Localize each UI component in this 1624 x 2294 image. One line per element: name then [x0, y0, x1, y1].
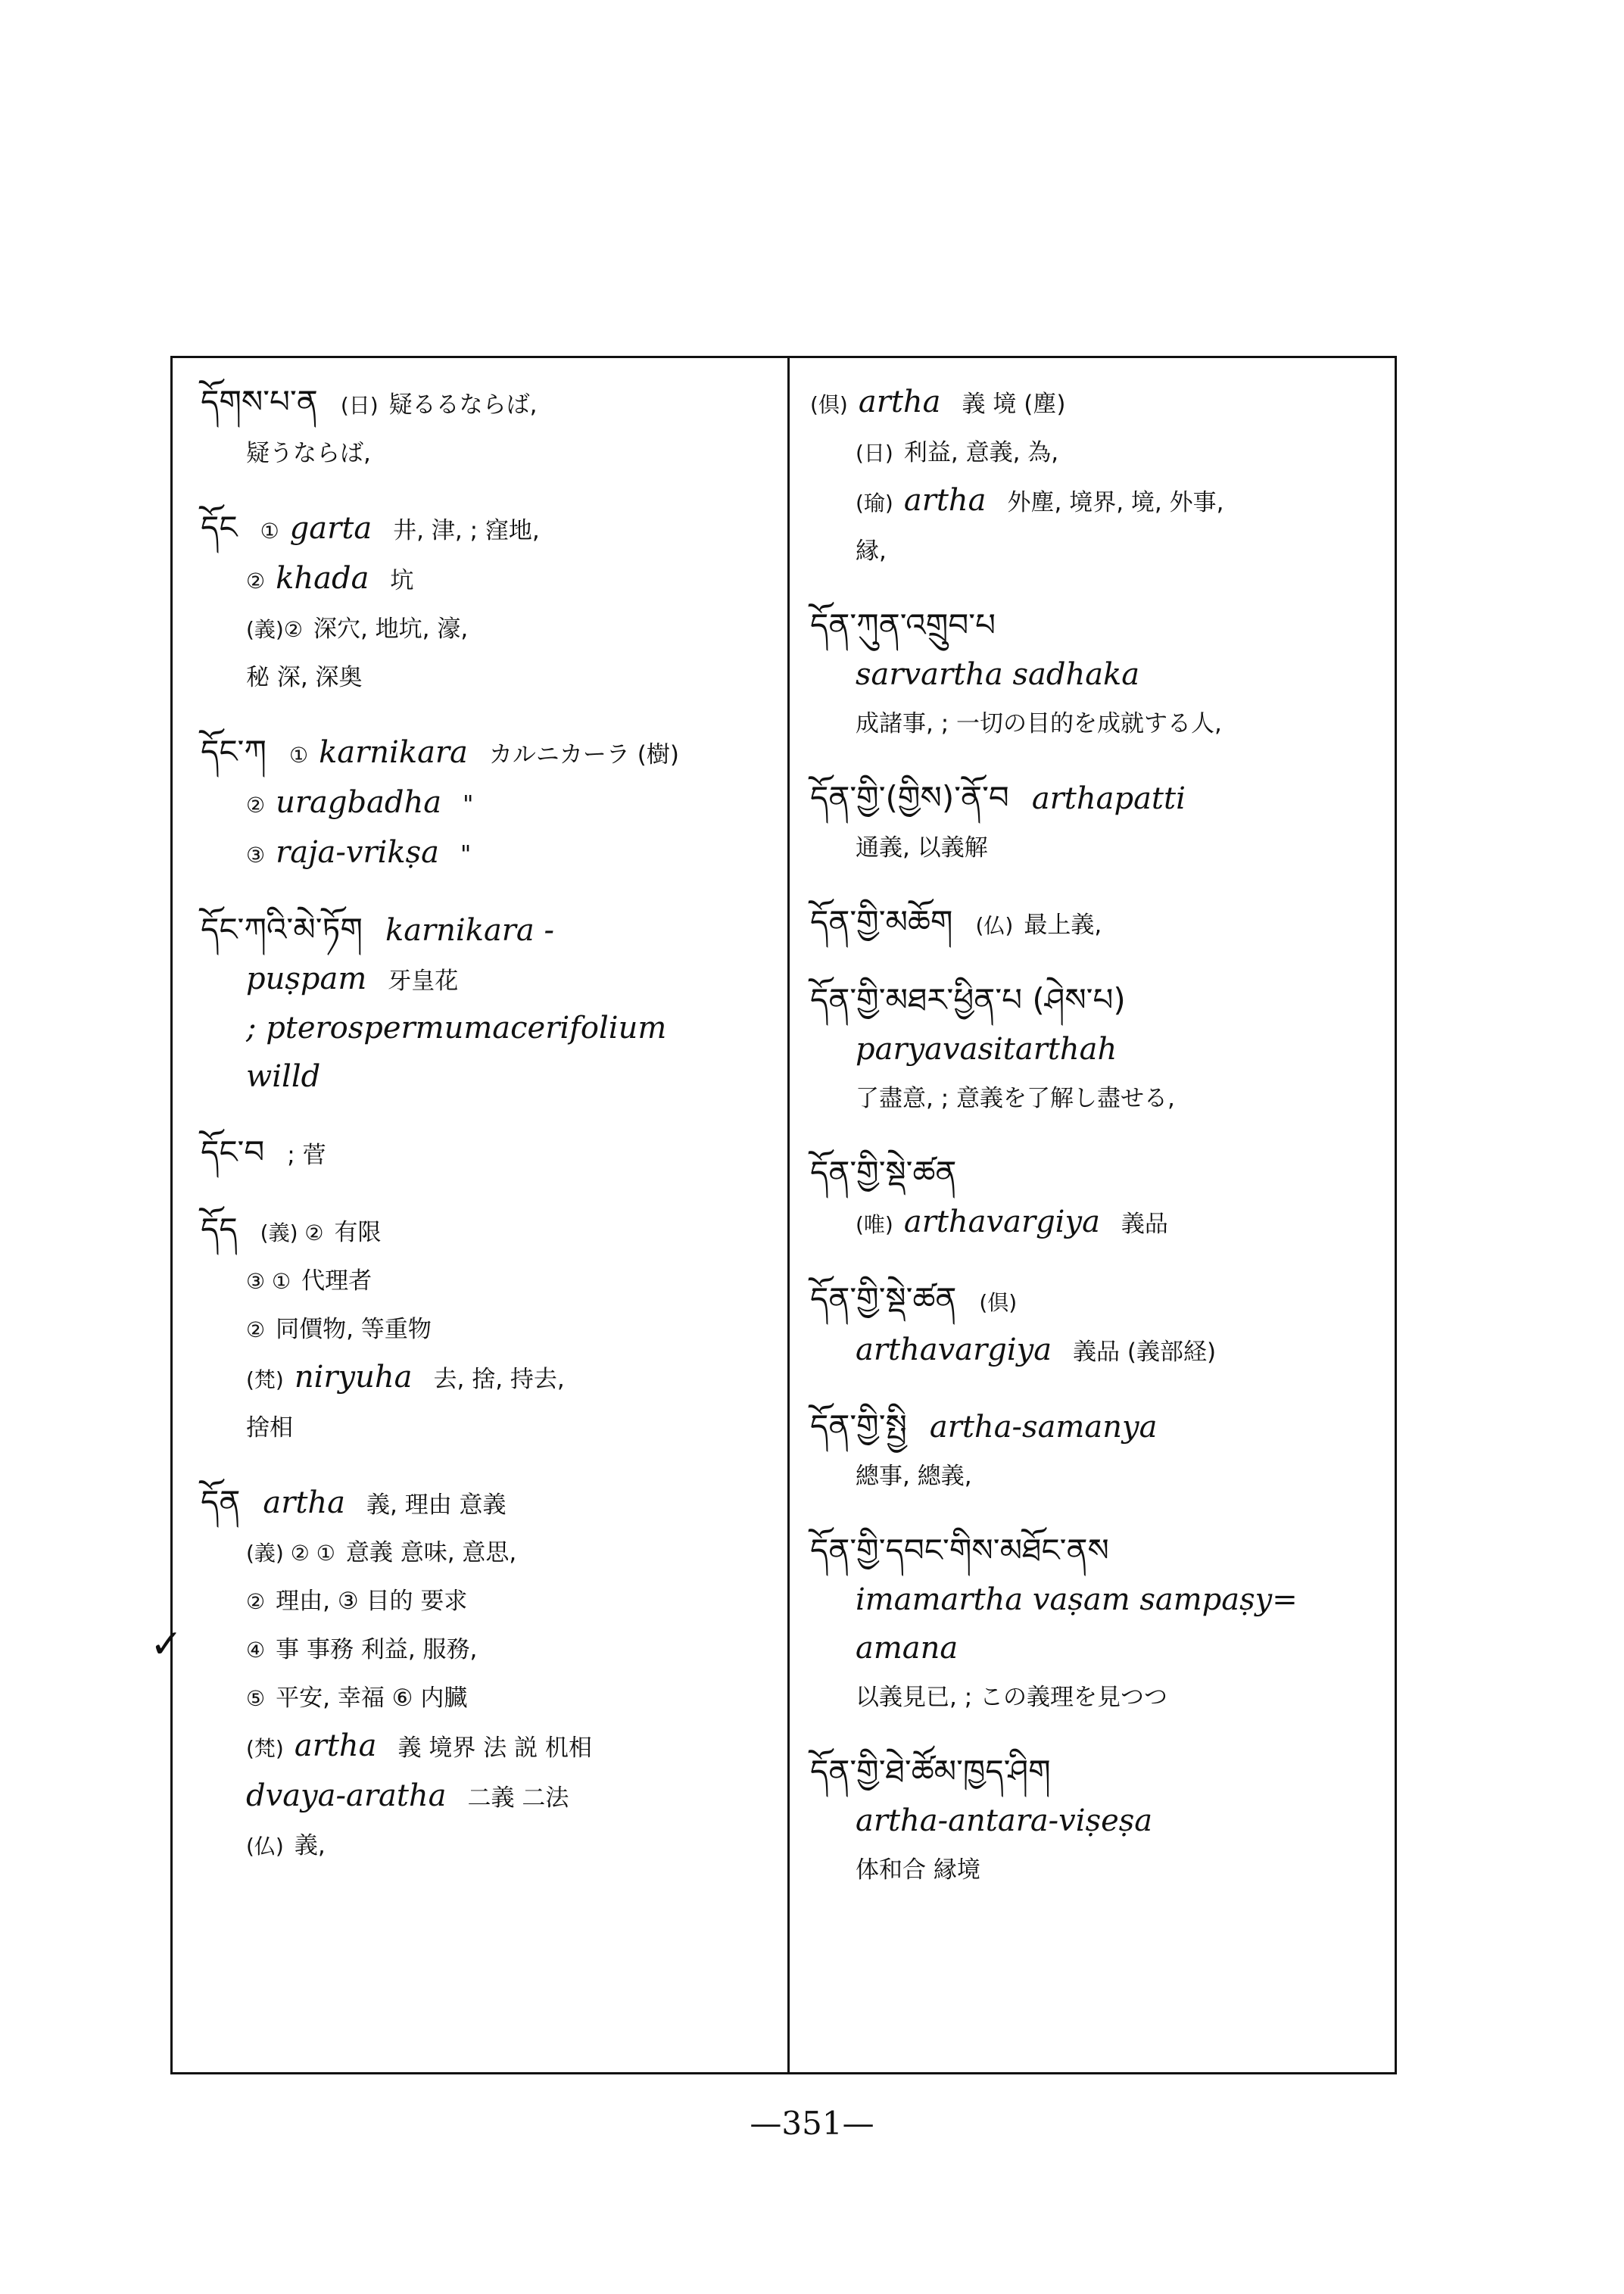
japanese-gloss: 利益, 意義, 為, — [903, 439, 1059, 466]
entry-line — [810, 1403, 1386, 1452]
entry-line — [810, 1149, 1386, 1198]
tibetan-headword: དོང་བ — [201, 1133, 265, 1170]
entry-line — [810, 1748, 1386, 1797]
entry-line — [201, 1625, 776, 1674]
sanskrit-term: dvaya-aratha — [246, 1778, 447, 1813]
entry-line — [201, 504, 776, 555]
tibetan-headword: དོགས་པ་ན — [201, 383, 318, 420]
sanskrit-term: ; pterospermumacerifolium — [246, 1011, 667, 1046]
entry-line — [810, 1846, 1386, 1893]
dictionary-entry — [810, 602, 1386, 747]
right-column — [810, 379, 1386, 1921]
entry-line — [201, 555, 776, 605]
sanskrit-term: karnikara - — [385, 913, 554, 948]
sanskrit-term: niryuha — [294, 1360, 413, 1395]
entry-line — [201, 1404, 776, 1451]
japanese-gloss: 了盡意, ; 意義を了解し盡せる, — [856, 1085, 1175, 1112]
entry-line — [810, 1797, 1386, 1846]
entry-line — [201, 1354, 776, 1404]
japanese-gloss: 牙皇花 — [388, 968, 459, 995]
sanskrit-term: artha-samanya — [929, 1410, 1158, 1445]
left-column — [201, 379, 776, 1897]
column-divider — [787, 356, 790, 2074]
sanskrit-term: uragbadha — [276, 785, 442, 820]
dictionary-entry — [810, 1748, 1386, 1893]
entry-line — [201, 955, 776, 1005]
source-tag: (日) — [856, 441, 893, 466]
sanskrit-term: arthapatti — [1031, 781, 1186, 816]
japanese-gloss: 体和合 縁境 — [856, 1856, 980, 1884]
tibetan-headword: དོད — [201, 1211, 238, 1248]
dictionary-entry — [810, 1527, 1386, 1721]
sanskrit-term: arthavargiya — [856, 1332, 1052, 1367]
entry-line — [810, 775, 1386, 824]
tibetan-headword: དོང་ཀའི་མེ་ཏོག — [201, 911, 363, 948]
source-tag: ② — [246, 1589, 266, 1614]
sanskrit-term: amana — [856, 1631, 959, 1666]
sanskrit-term: artha — [903, 483, 987, 518]
entry-line — [201, 1674, 776, 1722]
entry-line — [201, 1529, 776, 1577]
entry-line — [810, 1625, 1386, 1673]
tibetan-headword: དོང — [201, 509, 238, 546]
japanese-gloss: 秘 深, 深奥 — [246, 664, 363, 691]
japanese-gloss: 義 境界 法 説 机相 — [397, 1735, 592, 1762]
source-tag: ③ ① — [246, 1269, 291, 1294]
tibetan-headword: དོན་གྱི་སྡེ་ཚན — [810, 1154, 957, 1191]
entry-line — [810, 1074, 1386, 1122]
entry-line — [201, 429, 776, 477]
tibetan-headword: དོན་གྱི་མཐར་ཕྱིན་པ (ཤེས་པ) — [810, 981, 1126, 1018]
sanskrit-term: imamartha vaṣam sampaṣy= — [856, 1582, 1298, 1617]
entry-line — [810, 527, 1386, 575]
entry-line — [810, 700, 1386, 747]
japanese-gloss: 義, 理由 意義 — [366, 1491, 507, 1519]
japanese-gloss: 捨相 — [246, 1414, 293, 1442]
entry-line — [810, 1026, 1386, 1074]
entry-line — [810, 602, 1386, 651]
source-tag: (義) ② — [260, 1220, 324, 1245]
entry-line — [201, 1053, 776, 1102]
tibetan-headword: དོན་གྱི་དབང་གིས་མཐོང་ནས — [810, 1532, 1109, 1569]
source-tag: ⑤ — [246, 1686, 266, 1711]
japanese-gloss: 縁, — [856, 538, 887, 565]
entry-line — [201, 605, 776, 653]
entry-line — [810, 1673, 1386, 1721]
entry-line — [810, 1276, 1386, 1326]
dictionary-entry — [810, 1403, 1386, 1500]
sanskrit-term: karnikara — [319, 735, 468, 770]
dictionary-entry — [201, 504, 776, 701]
dictionary-entry — [810, 775, 1386, 871]
source-tag: (義) ② ① — [246, 1541, 335, 1566]
source-tag: (仏) — [246, 1834, 284, 1859]
sanskrit-term: khada — [276, 561, 369, 596]
entry-line — [201, 1206, 776, 1257]
entry-line — [810, 1576, 1386, 1625]
entry-line — [810, 977, 1386, 1026]
source-tag: ② — [246, 1317, 266, 1342]
japanese-gloss: 義品 (義部経) — [1073, 1339, 1217, 1366]
japanese-gloss: 意義 意味, 意思, — [345, 1539, 517, 1566]
dictionary-entry — [201, 1206, 776, 1451]
sanskrit-term: artha — [294, 1728, 377, 1763]
source-tag: ③ — [246, 843, 266, 868]
entry-line — [810, 429, 1386, 477]
entry-line — [201, 1772, 776, 1822]
japanese-gloss: 以義見已, ; この義理を見つつ — [856, 1684, 1168, 1711]
source-tag: (日) — [340, 393, 379, 418]
japanese-gloss: 疑うならば, — [246, 440, 371, 467]
sanskrit-term: artha — [858, 385, 941, 419]
sanskrit-term: artha — [263, 1485, 345, 1520]
sanskrit-term: puṣpam — [246, 962, 367, 996]
dictionary-entry — [201, 1479, 776, 1870]
tibetan-headword: དོན་གྱི་ཐེ་ཚོམ་ཁྱད་ཤིག — [810, 1753, 1051, 1790]
japanese-gloss: 二義 二法 — [467, 1784, 569, 1812]
tibetan-headword: དོན་ཀུན་འགྲུབ་པ — [810, 606, 996, 644]
entry-line — [201, 906, 776, 955]
japanese-gloss: " — [463, 791, 474, 818]
japanese-gloss: 成諸事, ; 一切の目的を成就する人, — [856, 710, 1222, 737]
source-tag: ② — [246, 569, 266, 594]
japanese-gloss: 有限 — [334, 1219, 382, 1246]
entry-line — [201, 1305, 776, 1354]
entry-line — [201, 779, 776, 829]
japanese-gloss: 義 境 (塵) — [962, 391, 1066, 418]
japanese-gloss: 疑るるならば, — [388, 391, 538, 419]
entry-line — [810, 477, 1386, 527]
japanese-gloss: 同價物, 等重物 — [276, 1316, 432, 1343]
japanese-gloss: カルニカーラ (樹) — [488, 741, 679, 768]
entry-line — [201, 653, 776, 701]
entry-line — [810, 1527, 1386, 1576]
source-tag: ① — [288, 743, 309, 768]
dictionary-entry — [201, 728, 776, 879]
entry-line — [810, 899, 1386, 949]
sanskrit-term: garta — [289, 511, 372, 546]
japanese-gloss: 義品 — [1121, 1211, 1168, 1238]
dictionary-entry — [201, 906, 776, 1102]
japanese-gloss: 代理者 — [301, 1267, 372, 1295]
source-tag: (倶) — [810, 392, 848, 417]
dictionary-entry — [201, 379, 776, 477]
sanskrit-term: arthavargiya — [903, 1205, 1100, 1239]
entry-line — [810, 1198, 1386, 1248]
entry-line — [810, 824, 1386, 871]
japanese-gloss: 理由, ③ 目的 要求 — [276, 1588, 468, 1615]
tibetan-headword: དོན་གྱི་(གྱིས)་ནོ་བ — [810, 779, 1009, 816]
japanese-gloss: 通義, 以義解 — [856, 834, 988, 862]
sanskrit-term: willd — [246, 1059, 321, 1094]
sanskrit-term: sarvartha sadhaka — [856, 657, 1140, 692]
entry-line — [810, 1326, 1386, 1376]
tibetan-headword: དོན་གྱི་སྡེ་ཚན — [810, 1280, 957, 1317]
entry-line — [201, 1577, 776, 1625]
source-tag: (梵) — [246, 1367, 284, 1392]
dictionary-entry — [810, 899, 1386, 949]
japanese-gloss: 外塵, 境界, 境, 外事, — [1007, 489, 1224, 516]
japanese-gloss: 井, 津, ; 窪地, — [393, 517, 540, 544]
entry-line — [201, 1005, 776, 1053]
source-tag: ② — [246, 793, 266, 818]
japanese-gloss: 義, — [294, 1832, 326, 1859]
entry-line — [810, 651, 1386, 700]
sanskrit-term: artha-antara-viṣeṣa — [856, 1803, 1153, 1838]
japanese-gloss: " — [460, 841, 472, 868]
japanese-gloss: 深穴, 地坑, 濠, — [313, 616, 469, 643]
dictionary-entry — [810, 379, 1386, 575]
japanese-gloss: ; 菅 — [287, 1142, 326, 1169]
tibetan-headword: དོན — [201, 1483, 241, 1520]
source-tag: (梵) — [246, 1736, 284, 1761]
dictionary-entry — [201, 1129, 776, 1179]
entry-line — [201, 1257, 776, 1305]
dictionary-entry — [810, 977, 1386, 1122]
tibetan-headword: དོན་གྱི་མཆོག — [810, 903, 953, 940]
japanese-gloss: 坑 — [390, 567, 414, 594]
entry-line — [201, 1822, 776, 1870]
source-tag: ④ — [246, 1638, 266, 1663]
source-tag: (唯) — [856, 1212, 893, 1237]
entry-line — [810, 379, 1386, 429]
check-mark: ✓ — [150, 1622, 183, 1667]
dictionary-entry — [810, 1276, 1386, 1376]
source-tag: (瑜) — [856, 491, 893, 516]
dictionary-entry — [810, 1149, 1386, 1248]
source-tag: (倶) — [979, 1290, 1018, 1315]
entry-line — [810, 1452, 1386, 1500]
entry-line — [201, 728, 776, 779]
entry-line — [201, 1479, 776, 1529]
entry-line — [201, 829, 776, 879]
entry-line — [201, 379, 776, 429]
japanese-gloss: 最上義, — [1024, 912, 1102, 939]
source-tag: ① — [260, 519, 279, 544]
source-tag: (義)② — [246, 617, 303, 642]
japanese-gloss: 總事, 總義, — [856, 1463, 972, 1490]
tibetan-headword: དོན་གྱི་སྤྱི — [810, 1407, 907, 1445]
sanskrit-term: raja-vrikṣa — [276, 835, 439, 870]
japanese-gloss: 事 事務 利益, 服務, — [276, 1636, 478, 1663]
source-tag: (仏) — [975, 913, 1014, 938]
page-number: —351— — [750, 2105, 874, 2142]
japanese-gloss: 平安, 幸福 ⑥ 内臓 — [276, 1685, 468, 1712]
japanese-gloss: 去, 捨, 持去, — [433, 1366, 565, 1393]
tibetan-headword: དོང་ཀ — [201, 733, 267, 770]
sanskrit-term: paryavasitarthah — [856, 1032, 1117, 1067]
entry-line — [201, 1129, 776, 1179]
entry-line — [201, 1722, 776, 1772]
